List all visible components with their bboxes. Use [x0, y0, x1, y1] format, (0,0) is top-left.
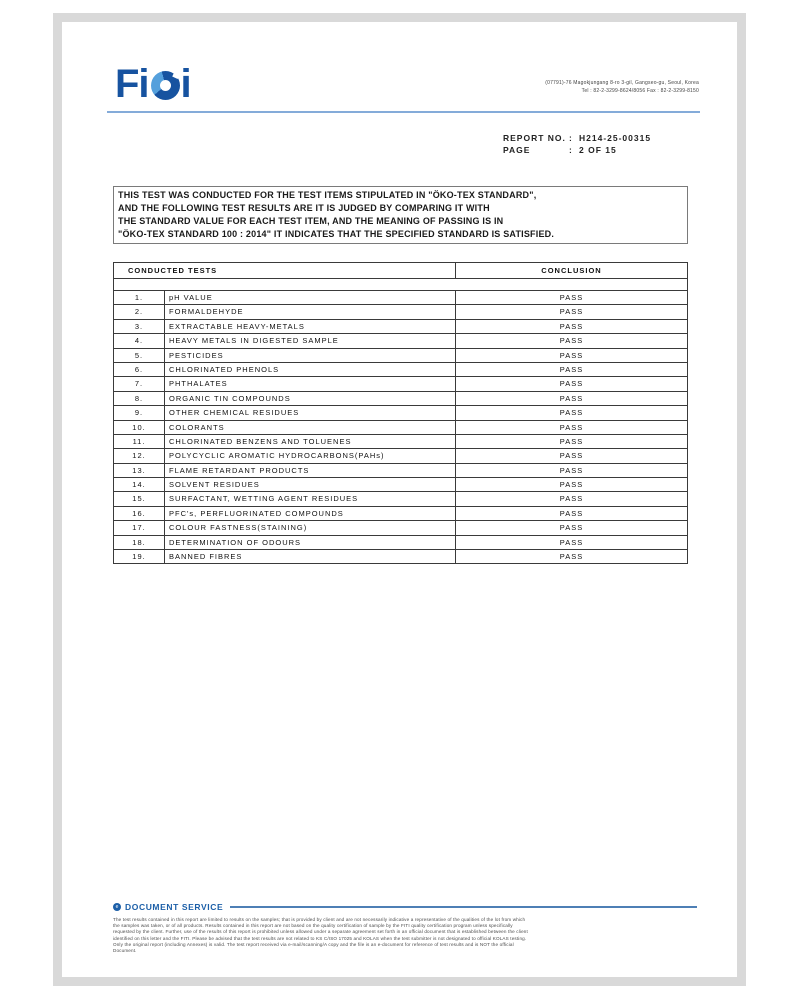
statement-line-2: AND THE FOLLOWING TEST RESULTS ARE IT IS JUDGED BY COMPARING IT WITH: [118, 203, 490, 213]
table-row: [114, 333, 687, 347]
disclaimer-line-6: Document.: [113, 948, 137, 954]
table-row: [114, 549, 687, 563]
row-test-name: COLORANTS: [164, 421, 455, 435]
row-conclusion: PASS: [455, 435, 687, 449]
row-conclusion: PASS: [455, 406, 687, 420]
row-conclusion: PASS: [455, 464, 687, 478]
row-conclusion: PASS: [455, 550, 687, 564]
table-row: [114, 448, 687, 462]
row-test-name: OTHER CHEMICAL RESIDUES: [164, 406, 455, 420]
row-conclusion: PASS: [455, 507, 687, 521]
row-conclusion: PASS: [455, 334, 687, 348]
disclaimer-line-5: Only the original report (including Annexes) is valid. The test report received via e-mail/scanning/A copy and the file is an e-document for reference of test results and is NOT the official: [113, 941, 514, 947]
logo-text-left: Fi: [115, 62, 149, 106]
row-number: 3.: [134, 321, 144, 331]
row-number: 12.: [132, 451, 146, 461]
document-service-divider: [230, 906, 697, 908]
row-number: 1.: [134, 293, 144, 302]
table-row: [114, 491, 687, 505]
fiti-logo: [115, 64, 191, 104]
row-test-name: CHLORINATED PHENOLS: [164, 363, 455, 377]
table-row: [114, 376, 687, 390]
row-number: 9.: [134, 408, 144, 418]
table-row: [114, 362, 687, 376]
report-no-row: [503, 132, 651, 144]
report-page: [53, 13, 746, 986]
row-number: 18.: [132, 537, 146, 547]
page-colon: :: [569, 145, 573, 155]
table-row: [114, 304, 687, 318]
logo-swirl-icon: [151, 71, 180, 100]
row-conclusion: PASS: [455, 305, 687, 319]
row-conclusion: PASS: [455, 392, 687, 406]
row-test-name: FORMALDEHYDE: [164, 305, 455, 319]
row-conclusion: PASS: [455, 492, 687, 506]
row-number: 17.: [132, 523, 146, 533]
table-header-row: [114, 263, 687, 278]
row-number: 2.: [134, 307, 144, 317]
test-statement-box: [113, 186, 688, 244]
tests-table-rows: [114, 290, 687, 563]
statement-line-3: THE STANDARD VALUE FOR EACH TEST ITEM, AND THE MEANING OF PASSING IS IN: [118, 216, 504, 226]
table-row: [114, 520, 687, 534]
table-row: [114, 434, 687, 448]
page-value: 2 OF 15: [579, 145, 617, 155]
row-test-name: PESTICIDES: [164, 349, 455, 363]
row-number: 8.: [134, 393, 144, 403]
col-header-conducted-tests: CONDUCTED TESTS: [128, 266, 218, 275]
row-number: 15.: [132, 494, 146, 504]
row-number: 13.: [132, 465, 146, 475]
table-row: [114, 348, 687, 362]
report-no-value: H214-25-00315: [579, 133, 652, 143]
row-test-name: HEAVY METALS IN DIGESTED SAMPLE: [164, 334, 455, 348]
page-label: PAGE: [503, 145, 531, 155]
row-test-name: BANNED FIBRES: [164, 550, 455, 564]
row-number: 10.: [132, 422, 146, 432]
document-service-header: [113, 902, 697, 912]
institute-address: [545, 79, 699, 95]
report-no-colon: :: [569, 133, 573, 143]
disclaimer-line-1: The test results contained in this report are limited to results on the samples; that is provided by client and are not necessarily indicative a representative of the qualities of the lot from which: [113, 917, 526, 922]
row-conclusion: PASS: [455, 363, 687, 377]
row-conclusion: PASS: [455, 320, 687, 334]
row-conclusion: PASS: [455, 349, 687, 363]
row-conclusion: PASS: [455, 478, 687, 492]
row-conclusion: PASS: [455, 377, 687, 391]
table-row: [114, 290, 687, 304]
row-test-name: POLYCYCLIC AROMATIC HYDROCARBONS(PAHs): [164, 449, 455, 463]
table-row: [114, 319, 687, 333]
row-test-name: pH VALUE: [164, 291, 455, 305]
row-number: 6.: [134, 364, 144, 374]
logo-text-right: i: [180, 62, 191, 106]
table-spacer-row: [114, 278, 687, 290]
header-divider: [107, 111, 700, 113]
row-test-name: PHTHALATES: [164, 377, 455, 391]
row-conclusion: PASS: [455, 536, 687, 550]
table-row: [114, 405, 687, 419]
row-number: 11.: [132, 436, 146, 446]
address-line-2: Tel : 82-2-3299-8624/8056 Fax : 82-2-3299-8150: [581, 88, 699, 94]
table-row: [114, 535, 687, 549]
row-test-name: FLAME RETARDANT PRODUCTS: [164, 464, 455, 478]
document-service-title: DOCUMENT SERVICE: [125, 902, 224, 912]
address-line-1: (07791)-76 Magokjungang 8-ro 3-gil, Gangseo-gu, Seoul, Korea: [545, 80, 699, 86]
row-test-name: COLOUR FASTNESS(STAINING): [164, 521, 455, 535]
disclaimer-line-2: the samples was taken, or of all products. Results contained in this report are not based on the quality certification of sample by the FITI quality certification program unless specifically: [113, 923, 513, 929]
row-test-name: EXTRACTABLE HEAVY-METALS: [164, 320, 455, 334]
row-test-name: PFC's, PERFLUORINATED COMPOUNDS: [164, 507, 455, 521]
row-number: 14.: [132, 480, 146, 490]
row-test-name: ORGANIC TIN COMPOUNDS: [164, 392, 455, 406]
row-conclusion: PASS: [455, 291, 687, 305]
row-test-name: SURFACTANT, WETTING AGENT RESIDUES: [164, 492, 455, 506]
table-row: [114, 477, 687, 491]
row-conclusion: PASS: [455, 449, 687, 463]
disclaimer-line-4: identified on this letter and the FITI. Please be advised that the test results are not related to KS C/ISO 17025 and KOLAS when the test submitter is not designated to official KOLAS testing.: [113, 935, 527, 941]
statement-line-1: THIS TEST WAS CONDUCTED FOR THE TEST ITEMS STIPULATED IN "ÖKO-TEX STANDARD",: [118, 190, 537, 200]
statement-line-4: "ÖKO-TEX STANDARD 100 : 2014" IT INDICATES THAT THE SPECIFIED STANDARD IS SATISFIED.: [118, 229, 555, 239]
disclaimer-line-3: requested by the client. Further, use of the results of this report is prohibited unless allowed under a separate agreement set forth in an official document that is established between the client: [113, 929, 528, 935]
col-header-conclusion: CONCLUSION: [455, 263, 687, 278]
row-conclusion: PASS: [455, 521, 687, 535]
row-number: 16.: [132, 508, 146, 518]
row-number: 7.: [134, 379, 144, 389]
disclaimer-text: [113, 917, 700, 954]
table-row: [114, 391, 687, 405]
table-row: [114, 420, 687, 434]
row-number: 19.: [132, 552, 146, 562]
report-info: [503, 132, 651, 156]
row-test-name: CHLORINATED BENZENS AND TOLUENES: [164, 435, 455, 449]
document-service-bullet-icon: e: [113, 903, 121, 911]
row-number: 5.: [134, 350, 144, 360]
row-number: 4.: [134, 336, 144, 346]
table-row: [114, 506, 687, 520]
row-test-name: SOLVENT RESIDUES: [164, 478, 455, 492]
row-test-name: DETERMINATION OF ODOURS: [164, 536, 455, 550]
page-row: [503, 144, 651, 156]
row-conclusion: PASS: [455, 421, 687, 435]
table-row: [114, 463, 687, 477]
conducted-tests-table: [113, 262, 688, 564]
report-no-label: REPORT NO.: [503, 133, 566, 143]
